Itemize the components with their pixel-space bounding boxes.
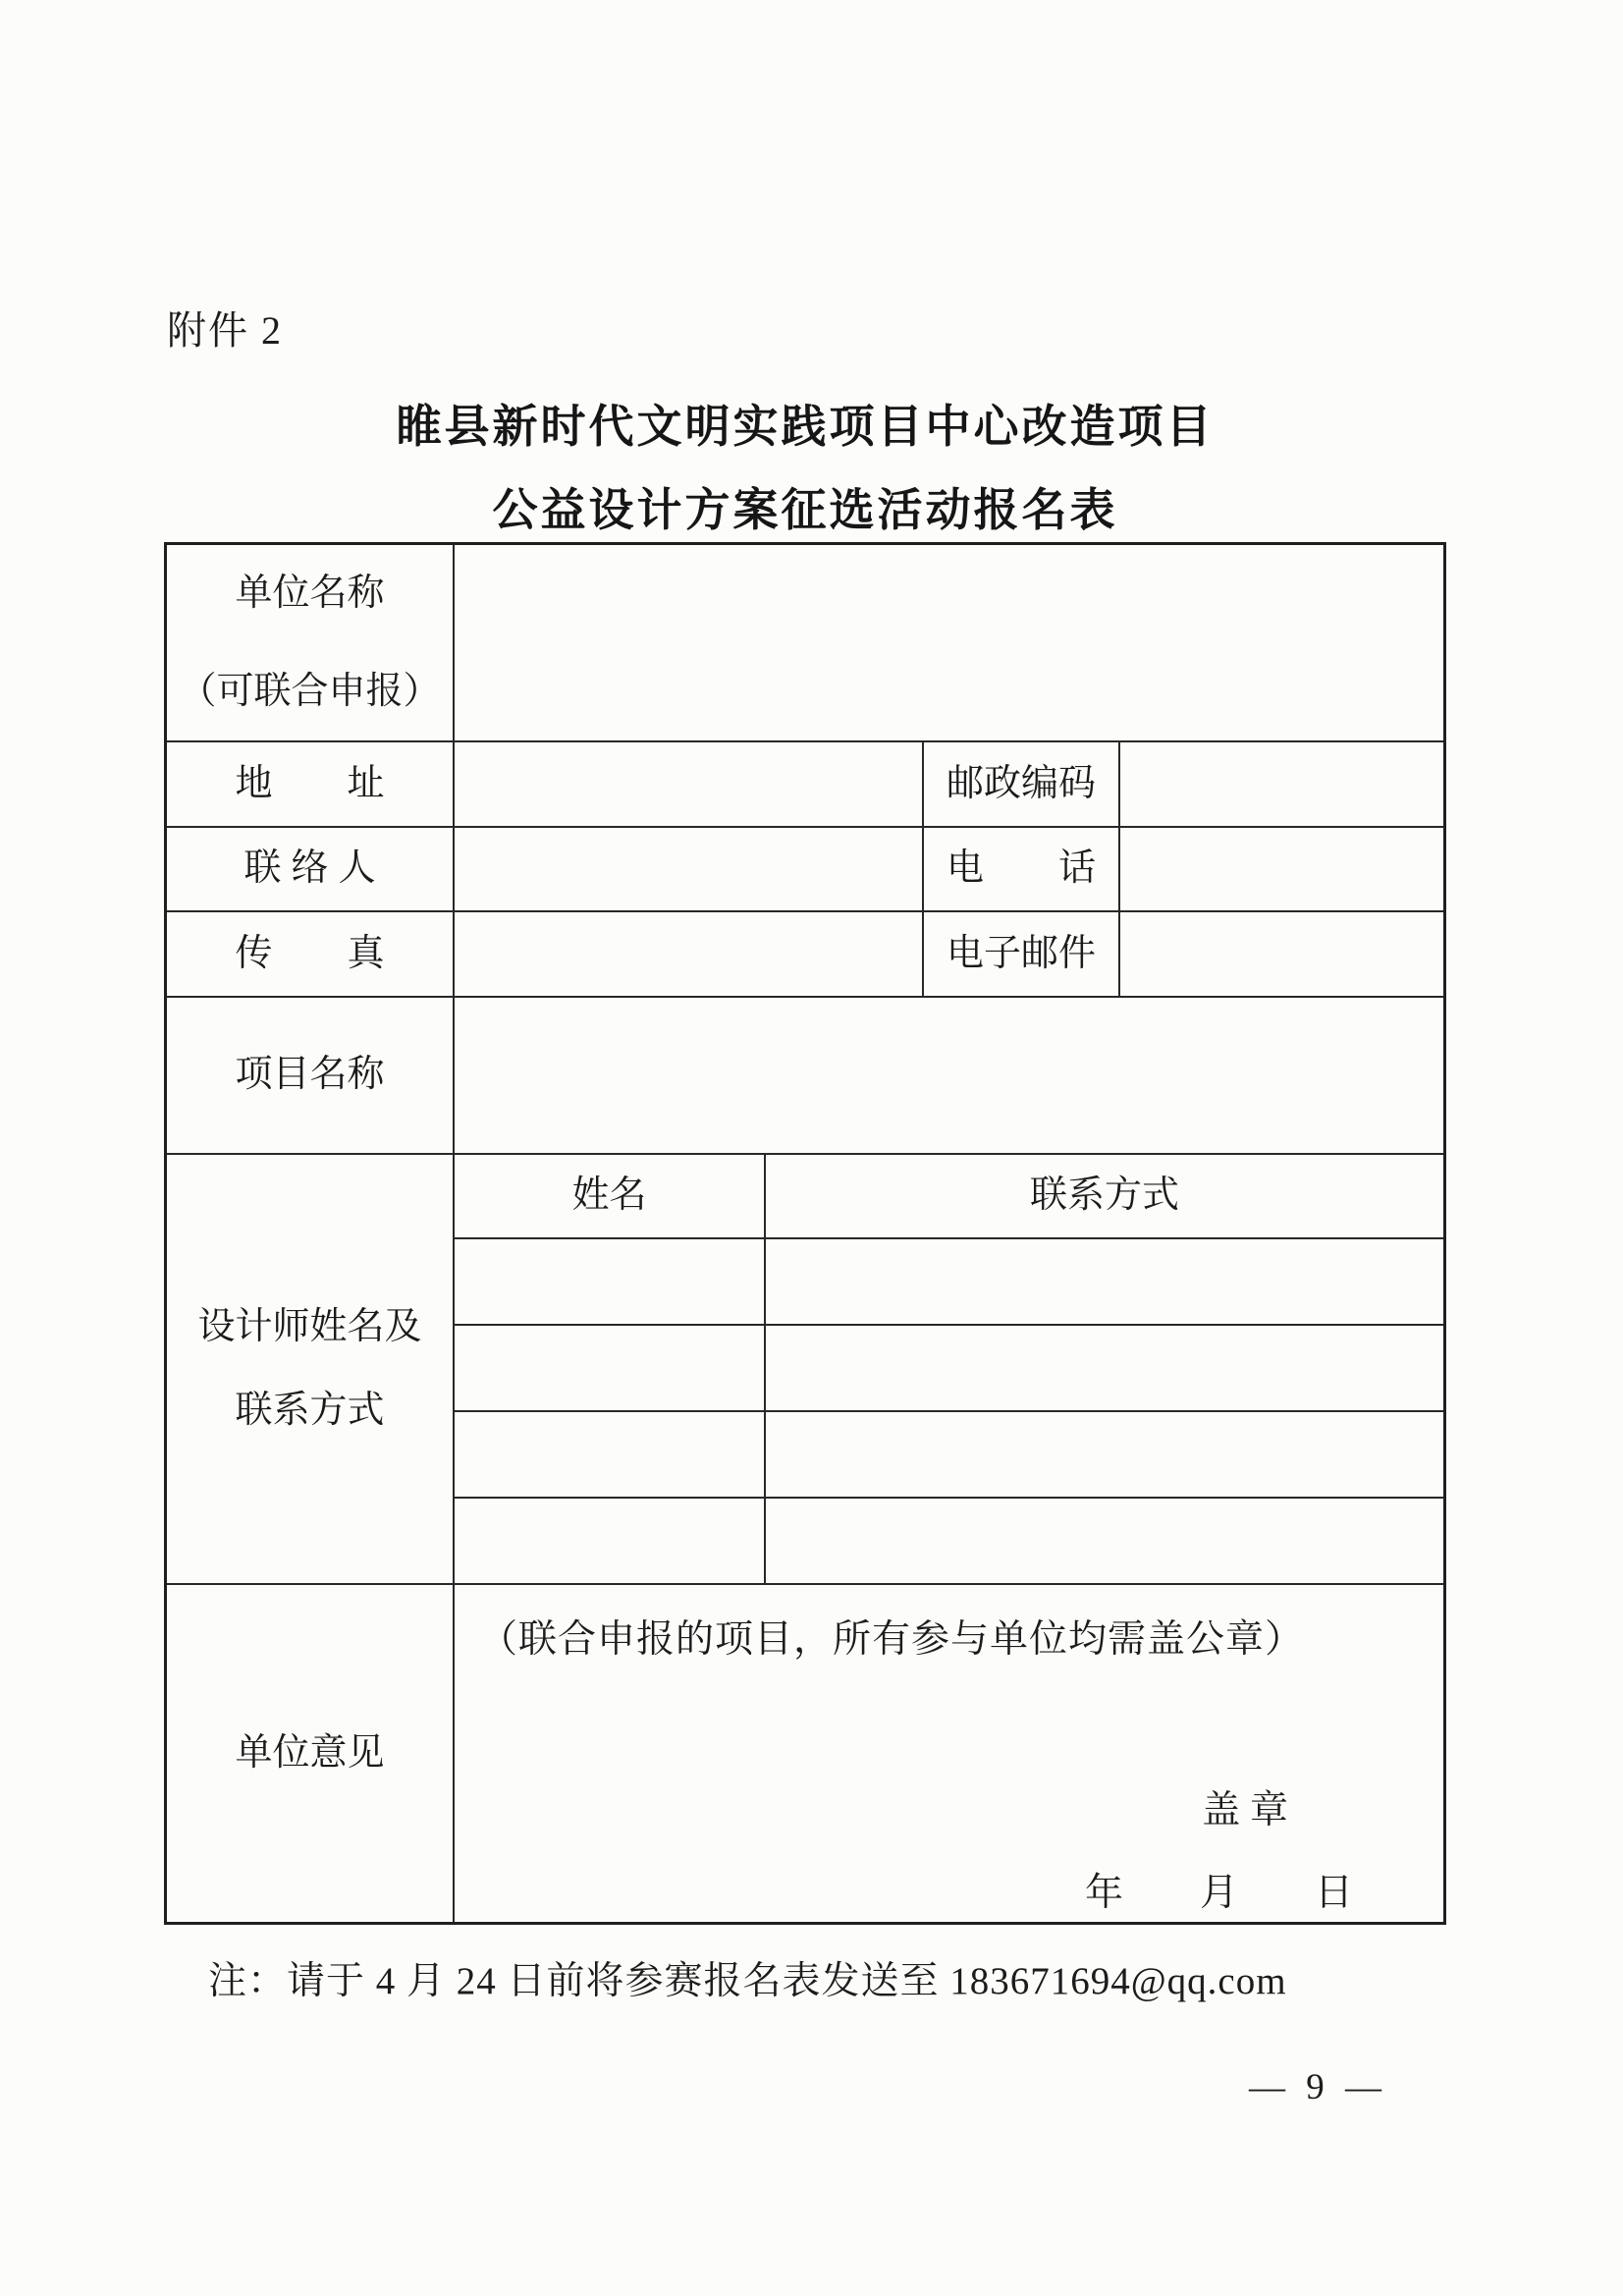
- contact-person-value-cell: [455, 828, 924, 910]
- address-label-cell: 地 址: [167, 742, 455, 826]
- designer-name-header-cell: 姓名: [455, 1155, 766, 1237]
- contact-person-label-cell: 联络人: [167, 828, 455, 910]
- document-title-line2: 公益设计方案征选活动报名表: [492, 485, 1118, 535]
- row-contact-person: [167, 828, 1443, 912]
- document-title-line1: 睢县新时代文明实践项目中心改造项目: [396, 402, 1215, 452]
- submission-footnote: 注：请于 4 月 24 日前将参赛报名表发送至 183671694@qq.com: [208, 1960, 1287, 2002]
- date-label: 年 月 日: [1084, 1872, 1353, 1914]
- address-value-cell: [455, 742, 924, 826]
- designer-contact-cell-1: [766, 1239, 1443, 1324]
- unit-name-label: 单位名称: [235, 573, 385, 614]
- unit-name-label-cell: [167, 545, 455, 740]
- designer-contact-header-cell: 联系方式: [1029, 1175, 1179, 1217]
- designer-label-line2: 联系方式: [235, 1390, 385, 1431]
- designer-contact-cell-3: [766, 1412, 1443, 1497]
- row-designers: [167, 1155, 1443, 1585]
- unit-opinion-label-cell: 单位意见: [167, 1585, 455, 1922]
- unit-opinion-note: （联合申报的项目，所有参与单位均需盖公章）: [479, 1618, 1305, 1661]
- designer-row-3: [455, 1412, 1443, 1499]
- designer-label-line1: 设计师姓名及: [197, 1305, 422, 1347]
- row-address: [167, 742, 1443, 828]
- postal-code-value-cell: [1120, 742, 1443, 826]
- unit-name-sublabel: （可联合申报）: [179, 670, 441, 712]
- row-fax: [167, 912, 1443, 998]
- phone-label-cell: 电 话: [924, 828, 1120, 910]
- fax-label-cell: 传 真: [167, 912, 455, 996]
- unit-name-value-cell: [455, 545, 1443, 740]
- email-value-cell: [1120, 912, 1443, 996]
- page-number: — 9 —: [1249, 2067, 1387, 2107]
- designer-name-cell-3: [455, 1412, 766, 1497]
- row-unit-opinion: [167, 1585, 1443, 1922]
- seal-label: 盖 章: [1202, 1789, 1288, 1831]
- attachment-label: 附件 2: [167, 308, 283, 353]
- designer-contact-cell-2: [766, 1326, 1443, 1410]
- designer-row-4: [455, 1499, 1443, 1583]
- designer-name-cell-1: [455, 1239, 766, 1324]
- email-label-cell: 电子邮件: [924, 912, 1120, 996]
- designer-name-cell-2: [455, 1326, 766, 1410]
- row-unit-name: [167, 545, 1443, 742]
- designer-name-cell-4: [455, 1499, 766, 1583]
- designer-subtable-cell: [455, 1155, 1443, 1583]
- designer-contact-cell-4: [766, 1499, 1443, 1583]
- registration-form-table: [164, 542, 1446, 1925]
- unit-opinion-value-cell: [455, 1585, 1443, 1922]
- phone-value-cell: [1120, 828, 1443, 910]
- designer-label-cell: [167, 1155, 455, 1583]
- designer-row-1: [455, 1239, 1443, 1326]
- row-project-name: [167, 998, 1443, 1155]
- postal-code-label-cell: 邮政编码: [924, 742, 1120, 826]
- designer-subtable: [455, 1155, 1443, 1583]
- project-name-value-cell: [455, 998, 1443, 1153]
- fax-value-cell: [455, 912, 924, 996]
- designer-header-row: [455, 1155, 1443, 1239]
- designer-row-2: [455, 1326, 1443, 1412]
- project-name-label-cell: 项目名称: [167, 998, 455, 1153]
